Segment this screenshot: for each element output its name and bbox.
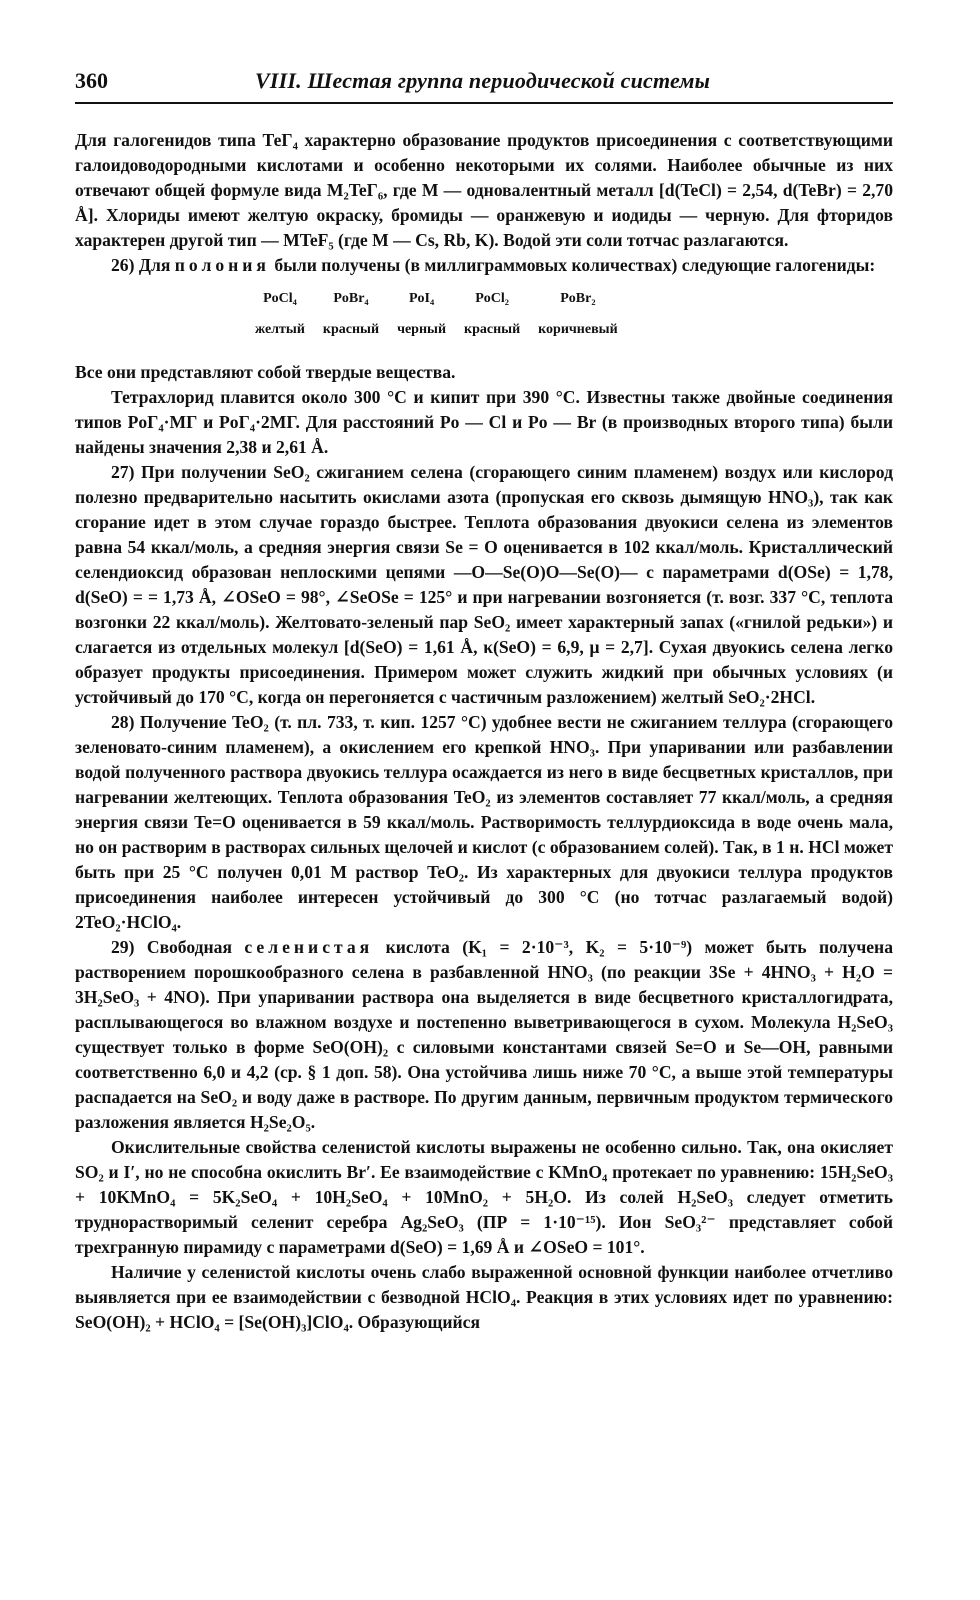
text-run: 29) Свободная	[111, 937, 245, 957]
text-run: были получены (в миллиграммовых количествах) следующие галогениды:	[269, 255, 876, 275]
page-header	[75, 68, 893, 104]
table-cell: желтый	[255, 322, 305, 337]
paragraph: Для галогенидов типа ТеГ₄ характерно образование продуктов присоединения с соответствующими галоидоводородными кислотами и особенно некоторыми их солями. Наиболее обычные из них отвечают общей формуле вида M₂TeГ₆, где M — одновалентный металл [d(TeCl) = 2,54, d(TeBr) = 2,70 Å]. Хлориды имеют желтую окраску, бромиды — оранжевую и иодиды — черную. Для фторидов характерен другой тип — MTeF₅ (где M — Cs, Rb, K). Водой эти соли тотчас разлагаются.	[75, 130, 893, 250]
table-cell: PoI₄	[408, 291, 435, 306]
table-cell: красный	[464, 322, 521, 337]
table-cell: PoCl₂	[475, 291, 509, 306]
polonium-halides-table	[255, 286, 636, 348]
page	[75, 68, 893, 1335]
paragraph: Окислительные свойства селенистой кислоты выражены не особенно сильно. Так, она окисляет SO₂ и I′, но не способна окислить Br′. Ее взаимодействие с KMnO₄ протекает по уравнению: 15H₂SeO₃ + 10KMnO₄ = 5K₂SeO₄ + 10H₂SeO₄ + 10MnO₂ + 5H₂O. Из солей H₂SeO₃ следует отметить труднорастворимый селенит серебра Ag₂SeO₃ (ПР = 1·10⁻¹⁵). Ион SeO₃²⁻ представляет собой трехгранную пирамиду с параметрами d(SeO) = 1,69 Å и ∠OSeO = 101°.	[75, 1137, 893, 1257]
table-cell: PoCl₄	[263, 291, 297, 306]
paragraph: 28) Получение TeO₂ (т. пл. 733, т. кип. 1257 °С) удобнее вести не сжиганием теллура (сгорающего зеленовато-синим пламенем), а окислением его крепкой HNO₃. При упаривании или разбавлении водой полученного раствора двуокись теллура осаждается из него в виде бесцветных кристаллов, при нагревании желтеющих. Теплота образования TeO₂ из элементов составляет 77 ккал/моль, а средняя энергия связи Te=O оценивается в 59 ккал/моль. Растворимость теллурдиоксида в воде очень мала, но он растворим в растворах сильных щелочей и кислот (с образованием солей). Так, в 1 н. HCl может быть при 25 °С получен 0,01 M раствор TeO₂. Из характерных для двуокиси теллура продуктов присоединения наиболее интересен устойчивый до 300 °С (но тотчас разлагаемый водой) 2TeO₂·HClO₄.	[75, 712, 893, 932]
table-cell: красный	[322, 322, 380, 337]
paragraph	[75, 935, 893, 1135]
running-title: VIII. Шестая группа периодической системы	[255, 68, 711, 93]
page-number: 360	[75, 68, 108, 93]
body-text	[75, 128, 893, 1335]
paragraph: Наличие у селенистой кислоты очень слабо выраженной основной функции наиболее отчетливо выявляется при ее взаимодействии с безводной HClO₄. Реакция в этих условиях идет по уравнению: SeO(OH)₂ + HClO₄ = [Se(OH)₃]ClO₄. Образующийся	[75, 1262, 893, 1332]
text-run: кислота (K₁ = 2·10⁻³, K₂ = 5·10⁻⁹) может быть получена растворением порошкообразного селена в разбавленной HNO₃ (по реакции 3Se + 4HNO₃ + H₂O = 3H₂SeO₃ + 4NO). При упаривании раствора она выделяется в виде бесцветного кристаллогидрата, расплывающегося во влажном воздухе и постепенно выветривающегося в сухом. Молекула H₂SeO₃ существует только в форме SeO(OH)₂ с силовыми константами связей Se=O и Se—OH, равными соответственно 6,0 и 4,2 (ср. § 1 доп. 58). Она устойчива лишь ниже 70 °С, а выше этой температуры распадается на SeO₂ и воду даже в растворе. По другим данным, первичным продуктом термического разложения является H₂Se₂O₅.	[75, 937, 893, 1132]
table-cell: PoBr₂	[560, 291, 596, 306]
paragraph: 27) При получении SeO₂ сжиганием селена (сгорающего синим пламенем) воздух или кислород полезно предварительно насытить окислами азота (пропуская его сквозь дымящую HNO₃), так как сгорание идет в этом случае гораздо быстрее. Теплота образования двуокиси селена из элементов равна 54 ккал/моль, а средняя энергия связи Se = O оценивается в 102 ккал/моль. Кристаллический селендиоксид образован неплоскими цепями —O—Se(O)O—Se(O)— с параметрами d(OSe) = 1,78, d(SeO) = = 1,73 Å, ∠OSeO = 98°, ∠SeOSe = 125° и при нагревании возгоняется (т. возг. 337 °С, теплота возгонки 22 ккал/моль). Желтовато-зеленый пар SeO₂ имеет характерный запах («гнилой редьки») и слагается из отдельных молекул [d(SeO) = 1,61 Å, κ(SeO) = 6,9, μ = 2,7]. Сухая двуокись селена легко образует продукты присоединения. Примером может служить жидкий при обычных условиях (и устойчивый до 170 °С, когда он перегоняется с частичным разложением) желтый SeO₂·2HCl.	[75, 462, 893, 707]
table-cell: черный	[397, 322, 447, 337]
paragraph: Все они представляют собой твердые вещества.	[75, 362, 456, 382]
table-cell: PoBr₄	[333, 291, 369, 306]
text-run: 26) Для	[111, 255, 175, 275]
table-cell: коричневый	[538, 322, 618, 337]
spaced-term: полония	[174, 255, 270, 275]
table-row	[255, 286, 636, 317]
spaced-term: селенистая	[244, 937, 374, 957]
paragraph	[75, 253, 893, 278]
paragraph: Тетрахлорид плавится около 300 °С и кипит при 390 °С. Известны также двойные соединения типов PoГ₄·MГ и PoГ₄·2MГ. Для расстояний Po — Cl и Po — Br (в производных второго типа) были найдены значения 2,38 и 2,61 Å.	[75, 387, 893, 457]
table-row	[255, 317, 636, 348]
